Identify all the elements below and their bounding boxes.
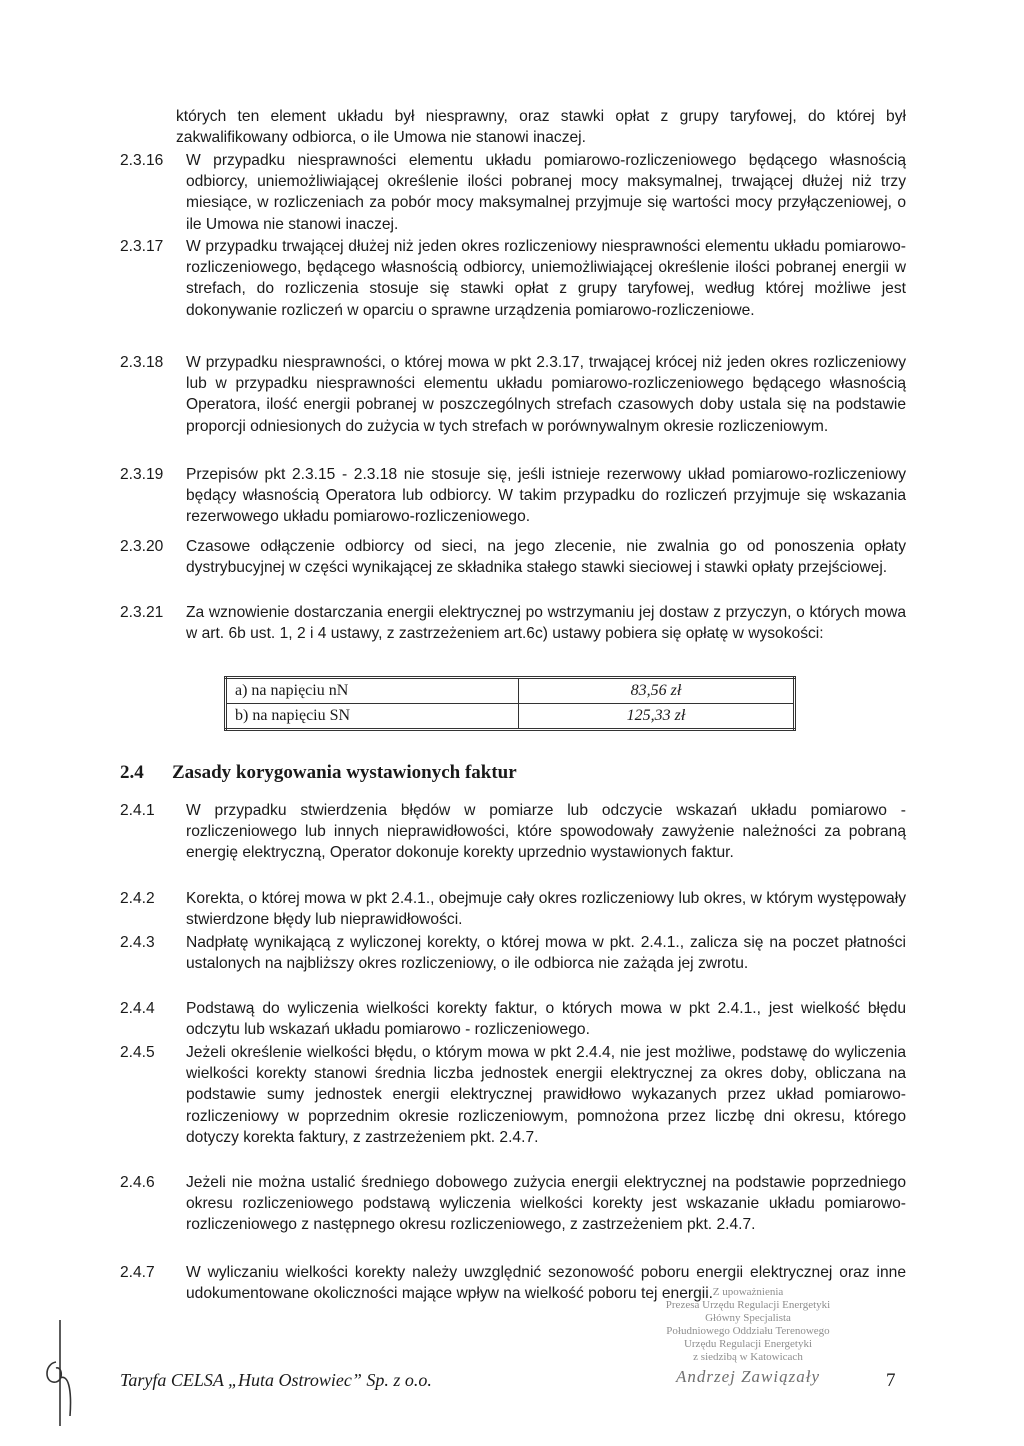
item-text: W przypadku stwierdzenia błędów w pomiarze lub odczycie wskazań układu pomiarowo - rozliczeniowego lub innych nieprawidłowości, które spowodowały zawyżenie należności za pobraną energię elektryczną, Operator dokonuje korekty uprzednio wystawionych faktur. (186, 802, 906, 862)
item-2-4-1 (120, 800, 906, 864)
item-2-4-5 (120, 1042, 906, 1148)
fee-label: a) na napięciu nN (226, 678, 519, 704)
item-2-3-21 (120, 602, 906, 644)
handwritten-initials (42, 1318, 92, 1428)
stamp-line: z siedzibą w Katowicach (693, 1351, 803, 1363)
item-text: Czasowe odłączenie odbiorcy od sieci, na jego zlecenie, nie zwalnia go od ponoszenia opłaty dystrybucyjnej w części wynikającej ze składnika stałego stawki sieciowej i stawki opłaty przejściowej. (186, 538, 906, 577)
fee-value: 125,33 zł (519, 704, 795, 730)
item-text: W przypadku niesprawności elementu układu pomiarowo-rozliczeniowego będącego własnością odbiorcy, uniemożliwiającej określenie ilości pobranej mocy maksymalnej, trwającej dłużej niż trzy miesiące, w rozliczeniach za pobór mocy maksymalnej przyjmuje się wartości mocy przyłączeniowej, o ile Umowa nie stanowi inaczej. (186, 152, 906, 233)
item-number: 2.3.18 (120, 354, 164, 371)
stamp-line: Urzędu Regulacji Energetyki (683, 1338, 813, 1350)
stamp-line: Południowego Oddziału Terenowego (666, 1325, 830, 1337)
table-row (226, 678, 795, 704)
item-number: 2.4.7 (120, 1264, 155, 1281)
item-number: 2.4.2 (120, 890, 155, 907)
item-number: 2.4.1 (120, 802, 155, 819)
item-number: 2.3.21 (120, 604, 164, 621)
item-number: 2.4.4 (120, 1000, 155, 1017)
item-text: W przypadku trwającej dłużej niż jeden okres rozliczeniowy niesprawności elementu układu pomiarowo-rozliczeniowego, będącego własnością odbiorcy, uniemożliwiającej określenie ilości pobranej energii w strefach, do rozliczenia stosuje się stawki opłat z grupy taryfowej, według której możliwe jest dokonywanie rozliczeń w oparciu o sprawne urządzenia pomiarowo-rozliczeniowe. (186, 238, 906, 319)
item-number: 2.3.16 (120, 152, 164, 169)
stamp-line: Prezesa Urzędu Regulacji Energetyki (665, 1299, 831, 1311)
item-2-3-20 (120, 536, 906, 578)
handwritten-signature: Andrzej Zawiązały (675, 1367, 821, 1386)
item-number: 2.3.17 (120, 238, 164, 255)
item-2-3-17 (120, 236, 906, 321)
item-text: Jeżeli nie można ustalić średniego dobowego zużycia energii elektrycznej na podstawie poprzedniego okresu rozliczeniowego podstawą wyliczenia wielkości korekty jest wskazanie układu pomiarowo-rozliczeniowego z następnego okresu rozliczeniowego, z zastrzeżeniem pkt. 2.4.7. (186, 1174, 906, 1234)
item-2-4-4 (120, 998, 906, 1040)
fee-label: b) na napięciu SN (226, 704, 519, 730)
item-text: W przypadku niesprawności, o której mowa w pkt 2.3.17, trwającej krócej niż jeden okres rozliczeniowy lub w przypadku niesprawności elementu układu pomiarowo-rozliczeniowego będącego własnością Operatora, ilość energii pobranej w poszczególnych strefach czasowych doby ustala się na podstawie proporcji odniesionych do zużycia w tych strefach w porównywalnym okresie rozliczeniowym. (186, 354, 906, 435)
item-2-3-19 (120, 464, 906, 528)
page-number: 7 (886, 1370, 896, 1391)
item-text: Korekta, o której mowa w pkt 2.4.1., obejmuje cały okres rozliczeniowy lub okres, w którym występowały stwierdzone błędy lub nieprawidłowości. (186, 890, 906, 929)
item-text: Podstawą do wyliczenia wielkości korekty faktur, o których mowa w pkt 2.4.1., jest wielkość błędu odczytu lub wskazań układu pomiarowo - rozliczeniowego. (186, 1000, 906, 1039)
section-title-text: Zasady korygowania wystawionych faktur (172, 762, 517, 783)
item-number: 2.4.6 (120, 1174, 155, 1191)
item-text: Jeżeli określenie wielkości błędu, o którym mowa w pkt 2.4.4, nie jest możliwe, podstawę do wyliczenia wielkości korekty stanowi średnia liczba jednostek energii elektrycznej za okres doby, obliczana na podstawie sumy jednostek energii elektrycznej prawidłowo wykazanych przez układ pomiarowo-rozliczeniowy w poprzednim okresie rozliczeniowym, pomnożona przez liczbę dni okresu, którego dotyczy korekta faktury, z zastrzeżeniem pkt. 2.4.7. (186, 1044, 906, 1146)
item-number: 2.4.3 (120, 934, 155, 951)
section-number: 2.4 (120, 762, 144, 783)
section-heading (120, 762, 517, 784)
official-stamp (628, 1286, 868, 1386)
item-2-3-16 (120, 150, 906, 235)
footer-tariff-title: Taryfa CELSA „Huta Ostrowiec” Sp. z o.o. (120, 1370, 432, 1390)
item-text: Przepisów pkt 2.3.15 - 2.3.18 nie stosuje się, jeśli istnieje rezerwowy układ pomiarowo-rozliczeniowy będący własnością Operatora lub odbiorcy. W takim przypadku do rozliczeń przyjmuje się wskazania rezerwowego układu pomiarowo-rozliczeniowego. (186, 466, 906, 526)
stamp-line: Z upoważnienia (712, 1286, 784, 1298)
item-number: 2.3.20 (120, 538, 164, 555)
fee-value: 83,56 zł (519, 678, 795, 704)
item-text: Za wznowienie dostarczania energii elektrycznej po wstrzymaniu jej dostaw z przyczyn, o których mowa w art. 6b ust. 1, 2 i 4 ustawy, z zastrzeżeniem art.6c) ustawy pobiera się opłatę w wysokości: (186, 604, 906, 643)
reconnection-fee-table (224, 676, 796, 731)
item-2-4-2 (120, 888, 906, 930)
item-number: 2.3.19 (120, 466, 164, 483)
table-row (226, 704, 795, 730)
item-2-3-18 (120, 352, 906, 437)
item-text: Nadpłatę wynikającą z wyliczonej korekty, o której mowa w pkt. 2.4.1., zalicza się na poczet płatności ustalonych na najbliższy okres rozliczeniowy, o ile odbiorca nie zażąda jej zwrotu. (186, 934, 906, 973)
stamp-line: Główny Specjalista (705, 1312, 791, 1324)
intro-paragraph: których ten element układu był niesprawny, oraz stawki opłat z grupy taryfowej, do której był zakwalifikowany odbiorca, o ile Umowa nie stanowi inaczej. (176, 108, 906, 147)
item-number: 2.4.5 (120, 1044, 155, 1061)
item-2-4-6 (120, 1172, 906, 1236)
item-text: W wyliczaniu wielkości korekty należy uwzględnić sezonowość poboru energii elektrycznej oraz inne udokumentowane okoliczności mające wpływ na wielkość poboru tej energii. (186, 1264, 906, 1303)
item-2-4-3 (120, 932, 906, 974)
